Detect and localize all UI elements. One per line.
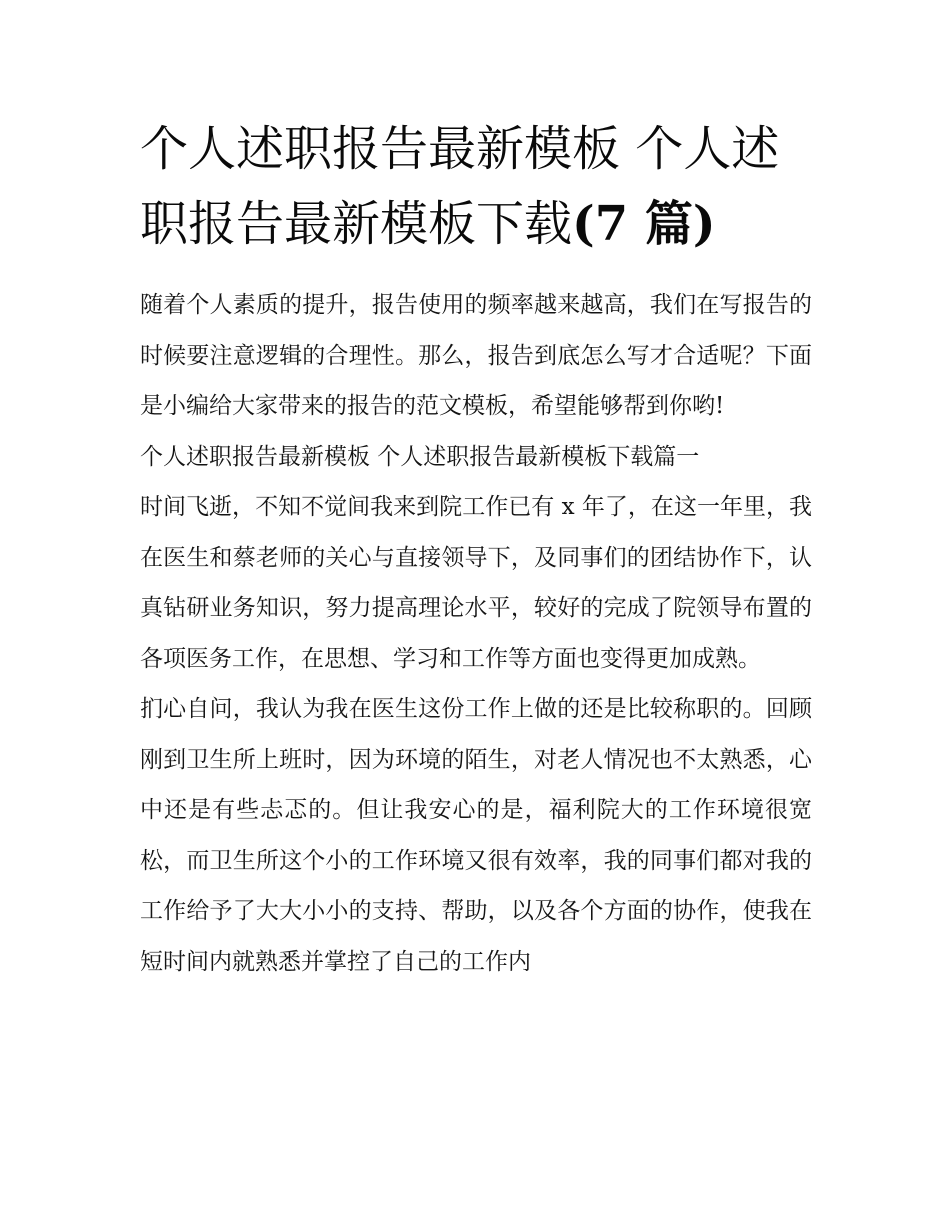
title-main: 个人述职报告最新模板 个人述职报告最新模板下载 [140,121,780,252]
body-paragraph-2: 扪心自问，我认为我在医生这份工作上做的还是比较称职的。回顾刚到卫生所上班时，因为环境的陌生，对老人情况也不太熟悉，心中还是有些忐忑的。但让我安心的是，福利院大的工作环境很宽松，而卫生所这个小的工作环境又很有效率，我的同事们都对我的工作给予了大大小小的支持、帮助，以及各个方面的协作，使我在短时间内就熟悉并掌控了自己的工作内 [140,696,812,975]
title-count: (7 篇) [572,196,716,252]
document-content [140,112,812,987]
intro-paragraph: 随着个人素质的提升，报告使用的频率越来越高，我们在写报告的时候要注意逻辑的合理性。那么，报告到底怎么写才合适呢？下面是小编给大家带来的报告的范文模板，希望能够帮到你哟! [140,292,812,419]
section-heading: 个人述职报告最新模板 个人述职报告最新模板下载篇一 [140,443,700,470]
document-title [140,112,812,262]
body-paragraph-1: 时间飞逝，不知不觉间我来到院工作已有 x 年了，在这一年里，我在医生和蔡老师的关心与直接领导下，及同事们的团结协作下，认真钻研业务知识，努力提高理论水平，较好的完成了院领导布置的各项医务工作，在思想、学习和工作等方面也变得更加成熟。 [140,494,812,672]
